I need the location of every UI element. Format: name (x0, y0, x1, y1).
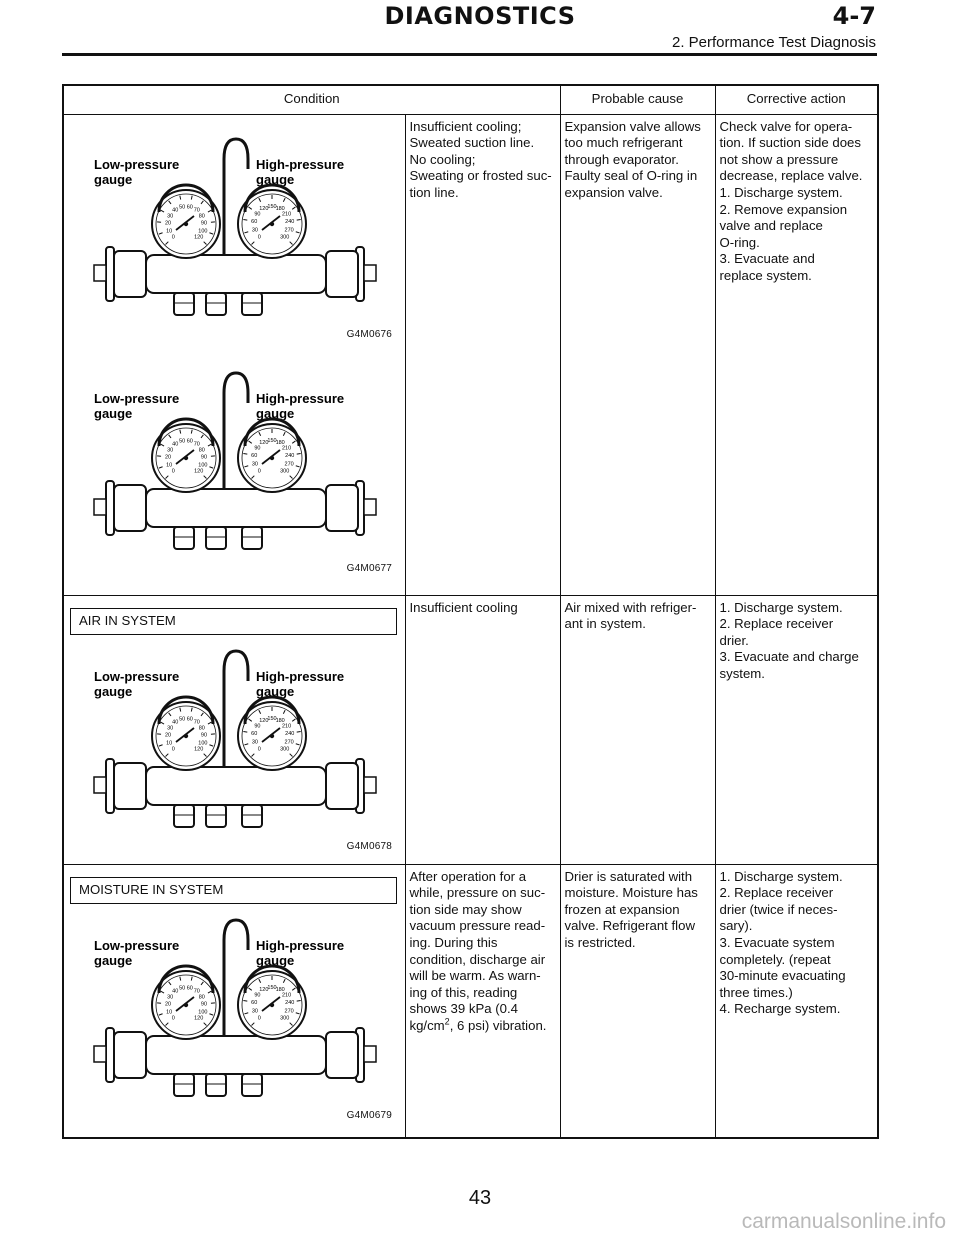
dial-tick-label: 90 (254, 445, 261, 452)
gauge-figure (76, 353, 396, 578)
dial-tick-label: 300 (280, 234, 290, 241)
dial-tick-label: 0 (257, 234, 261, 241)
cause-cell: Air mixed with refriger- ant in system. (560, 595, 715, 864)
dial-tick-label: 60 (251, 453, 258, 460)
dial-tick (243, 732, 247, 733)
dial-tick-label: 30 (167, 725, 174, 732)
needle-hub (184, 734, 188, 738)
dial-tick-label: 20 (164, 454, 172, 461)
hose-port (206, 805, 226, 827)
dial-tick-label: 150 (267, 438, 277, 445)
high-pressure-label: High-pressure gauge (256, 391, 345, 422)
manifold-block (146, 255, 326, 293)
cause-cell: Expansion valve allows too much refrigerant through evaporator. Faulty seal of O-ring in expansion valve. (560, 114, 715, 595)
dial-tick (243, 454, 247, 455)
dial-tick-label: 60 (251, 218, 258, 225)
low-pressure-label: Low-pressure gauge (94, 156, 180, 187)
dial-tick (297, 1001, 301, 1002)
dial-tick-label: 240 (285, 453, 295, 460)
cause-cell: Drier is saturated with moisture. Moisture has frozen at expansion valve. Refrigerant flow is restricted. (560, 864, 715, 1138)
low-pressure-label: Low-pressure gauge (94, 938, 180, 969)
dial-tick-label: 50 (179, 438, 186, 445)
needle-hub (270, 734, 274, 738)
right-end-nut (364, 265, 376, 281)
needle-hub (184, 456, 188, 460)
manifold-block (146, 1036, 326, 1074)
dial-tick-label: 50 (179, 204, 186, 211)
dial-tick-label: 120 (194, 1015, 204, 1022)
dial-tick-label: 210 (281, 211, 292, 218)
dial-tick-label: 300 (280, 746, 290, 753)
right-valve-body (326, 251, 358, 297)
left-valve-handle (106, 247, 114, 301)
left-valve-handle (106, 1028, 114, 1082)
dial-tick-label: 90 (254, 211, 261, 218)
dial-tick-label: 20 (164, 1001, 172, 1008)
dial-tick-label: 50 (179, 985, 186, 992)
dial-tick-label: 10 (166, 462, 173, 469)
manifold-gauge-set-diagram (76, 641, 396, 841)
dial-tick-label: 10 (166, 740, 173, 747)
right-end-nut (364, 1046, 376, 1062)
gauge-figure (76, 910, 396, 1125)
right-end-nut (364, 499, 376, 515)
hose-port (242, 293, 262, 315)
dial-tick-label: 80 (198, 212, 205, 219)
needle-hub (270, 1003, 274, 1007)
dial-tick-label: 120 (194, 746, 204, 753)
dial-tick-label: 270 (284, 1008, 294, 1015)
condition-label-box: AIR IN SYSTEM (70, 608, 397, 636)
right-end-nut (364, 777, 376, 793)
dial-tick-label: 100 (198, 462, 208, 469)
section-number: 4-7 (832, 2, 876, 30)
figure-cell (63, 114, 405, 595)
left-valve-body (114, 251, 146, 297)
figure-id: G4M0676 (346, 328, 392, 340)
dial-tick-label: 30 (251, 461, 258, 468)
dial-tick-label: 180 (275, 718, 285, 725)
dial-tick-label: 120 (194, 234, 204, 241)
dial-tick-label: 120 (259, 205, 269, 212)
gauge-figure (76, 119, 396, 344)
dial-tick-label: 240 (285, 731, 295, 738)
page-header-title: DIAGNOSTICS (384, 2, 576, 30)
manifold-gauge-set-diagram (76, 910, 396, 1110)
needle-hub (270, 456, 274, 460)
left-valve-handle (106, 759, 114, 813)
dial-tick-label: 300 (280, 468, 290, 475)
dial-tick-label: 180 (275, 440, 285, 447)
dial-tick-label: 90 (200, 220, 208, 227)
dial-tick-label: 0 (257, 468, 261, 475)
dial-tick-label: 270 (284, 461, 294, 468)
figure-cell (63, 864, 405, 1138)
left-end-nut (94, 1046, 106, 1062)
dial-tick-label: 90 (254, 992, 261, 999)
action-cell: 1. Discharge system. 2. Replace receiver drier. 3. Evacuate and charge system. (715, 595, 878, 864)
needle-hub (270, 221, 274, 225)
manifold-block (146, 489, 326, 527)
dial-tick (243, 219, 247, 220)
dial-tick-label: 50 (179, 716, 186, 723)
dial-tick-label: 90 (200, 454, 208, 461)
dial-tick-label: 300 (280, 1015, 290, 1022)
dial-tick (297, 454, 301, 455)
table-header-row (63, 85, 878, 114)
dial-tick-label: 30 (251, 1008, 258, 1015)
table-row (63, 595, 878, 864)
action-cell: Check valve for opera- tion. If suction side does not show a pressure decrease, replace valve. 1. Discharge system. 2. Remove expansion valve and replace O-ring. 3. Evacuate and replace system. (715, 114, 878, 595)
dial-tick-label: 100 (198, 740, 208, 747)
condition-label-box: MOISTURE IN SYSTEM (70, 877, 397, 905)
dial-tick-label: 30 (167, 994, 174, 1001)
dial-tick (243, 1001, 247, 1002)
left-end-nut (94, 265, 106, 281)
dial-tick-label: 60 (186, 716, 193, 723)
manifold-gauge-set-diagram (76, 119, 396, 329)
dial-tick (297, 732, 301, 733)
hose-port (206, 293, 226, 315)
left-valve-body (114, 763, 146, 809)
dial-tick-label: 150 (267, 985, 277, 992)
dial-tick-label: 30 (251, 227, 258, 234)
dial-tick (297, 219, 301, 220)
left-valve-handle (106, 481, 114, 535)
dial-tick-label: 60 (186, 204, 193, 211)
dial-tick-label: 40 (172, 719, 179, 726)
hose-port (206, 527, 226, 549)
dial-tick-label: 0 (257, 746, 261, 753)
dial-tick-label: 20 (164, 220, 172, 227)
dial-tick-label: 210 (281, 723, 292, 730)
column-header-condition: Condition (63, 85, 560, 114)
dial-tick-label: 120 (259, 440, 269, 447)
manifold-gauge-set-diagram (76, 353, 396, 563)
right-valve-body (326, 1032, 358, 1078)
figure-id: G4M0677 (346, 563, 392, 575)
left-end-nut (94, 499, 106, 515)
dial-tick-label: 100 (198, 227, 208, 234)
right-valve-body (326, 763, 358, 809)
dial-tick-label: 90 (200, 732, 208, 739)
dial-tick-label: 210 (281, 992, 292, 999)
dial-tick-label: 10 (166, 227, 173, 234)
low-pressure-label: Low-pressure gauge (94, 669, 180, 700)
diagnosis-table (62, 84, 879, 1139)
hose-port (174, 1074, 194, 1096)
hose-port (174, 527, 194, 549)
dial-tick-label: 60 (186, 985, 193, 992)
dial-tick-label: 90 (254, 723, 261, 730)
dial-tick-label: 180 (275, 205, 285, 212)
hose-port (174, 293, 194, 315)
figure-id: G4M0679 (346, 1110, 392, 1122)
watermark: carmanualsonline.info (741, 1210, 946, 1233)
figure-cell (63, 595, 405, 864)
dial-tick-label: 270 (284, 227, 294, 234)
dial-tick-label: 100 (198, 1009, 208, 1016)
dial-tick-label: 80 (198, 725, 205, 732)
action-cell: 1. Discharge system. 2. Replace receiver drier (twice if neces- sary). 3. Evacuate system completely. (repeat 30-minute evacuating three times.) 4. Recharge system. (715, 864, 878, 1138)
dial-tick-label: 0 (171, 234, 175, 241)
dial-tick-label: 30 (251, 739, 258, 746)
dial-tick-label: 180 (275, 987, 285, 994)
dial-tick-label: 80 (198, 447, 205, 454)
condition-cell: Insufficient cooling (405, 595, 560, 864)
dial-tick-label: 70 (193, 441, 200, 448)
column-header-cause: Probable cause (560, 85, 715, 114)
needle-hub (184, 221, 188, 225)
left-valve-body (114, 485, 146, 531)
table-row (63, 864, 878, 1138)
column-header-action: Corrective action (715, 85, 878, 114)
hose-port (242, 1074, 262, 1096)
dial-tick-label: 150 (267, 716, 277, 723)
dial-tick-label: 0 (171, 746, 175, 753)
dial-tick-label: 120 (259, 987, 269, 994)
dial-tick-label: 0 (171, 468, 175, 475)
low-pressure-label: Low-pressure gauge (94, 391, 180, 422)
dial-tick-label: 90 (200, 1001, 208, 1008)
dial-tick-label: 240 (285, 1000, 295, 1007)
high-pressure-label: High-pressure gauge (256, 156, 345, 187)
dial-tick-label: 150 (267, 203, 277, 210)
left-end-nut (94, 777, 106, 793)
dial-tick-label: 20 (164, 732, 172, 739)
gauge-figure (76, 641, 396, 856)
table-row (63, 114, 878, 595)
dial-tick-label: 70 (193, 988, 200, 995)
hose-port (174, 805, 194, 827)
needle-hub (184, 1003, 188, 1007)
dial-tick-label: 120 (259, 718, 269, 725)
manifold-block (146, 767, 326, 805)
condition-cell: After operation for a while, pressure on suc- tion side may show vacuum pressure read- ing. During this condition, discharge air will be warm. As warn- ing of this, reading shows 39 kPa (0.4 $kg/cm^2$, 6 psi) vibration. (405, 864, 560, 1138)
hose-port (242, 527, 262, 549)
dial-tick-label: 30 (167, 212, 174, 219)
dial-tick-label: 40 (172, 207, 179, 214)
dial-tick-label: 60 (186, 438, 193, 445)
high-pressure-label: High-pressure gauge (256, 669, 345, 700)
dial-tick-label: 120 (194, 468, 204, 475)
figure-id: G4M0678 (346, 841, 392, 853)
dial-tick-label: 40 (172, 441, 179, 448)
dial-tick-label: 40 (172, 988, 179, 995)
dial-tick-label: 30 (167, 447, 174, 454)
hose-port (242, 805, 262, 827)
dial-tick-label: 0 (257, 1015, 261, 1022)
dial-tick-label: 60 (251, 731, 258, 738)
hose-port (206, 1074, 226, 1096)
dial-tick-label: 240 (285, 218, 295, 225)
dial-tick-label: 70 (193, 207, 200, 214)
page-number: 43 (468, 1187, 492, 1209)
page-header-subtitle: 2. Performance Test Diagnosis (672, 34, 876, 51)
dial-tick-label: 60 (251, 1000, 258, 1007)
dial-tick-label: 270 (284, 739, 294, 746)
left-valve-body (114, 1032, 146, 1078)
right-valve-body (326, 485, 358, 531)
dial-tick-label: 80 (198, 994, 205, 1001)
dial-tick-label: 210 (281, 445, 292, 452)
header-rule (62, 53, 877, 56)
dial-tick-label: 70 (193, 719, 200, 726)
dial-tick-label: 0 (171, 1015, 175, 1022)
condition-cell: Insufficient cooling; Sweated suction line. No cooling; Sweating or frosted suc- tion line. (405, 114, 560, 595)
high-pressure-label: High-pressure gauge (256, 938, 345, 969)
dial-tick-label: 10 (166, 1009, 173, 1016)
